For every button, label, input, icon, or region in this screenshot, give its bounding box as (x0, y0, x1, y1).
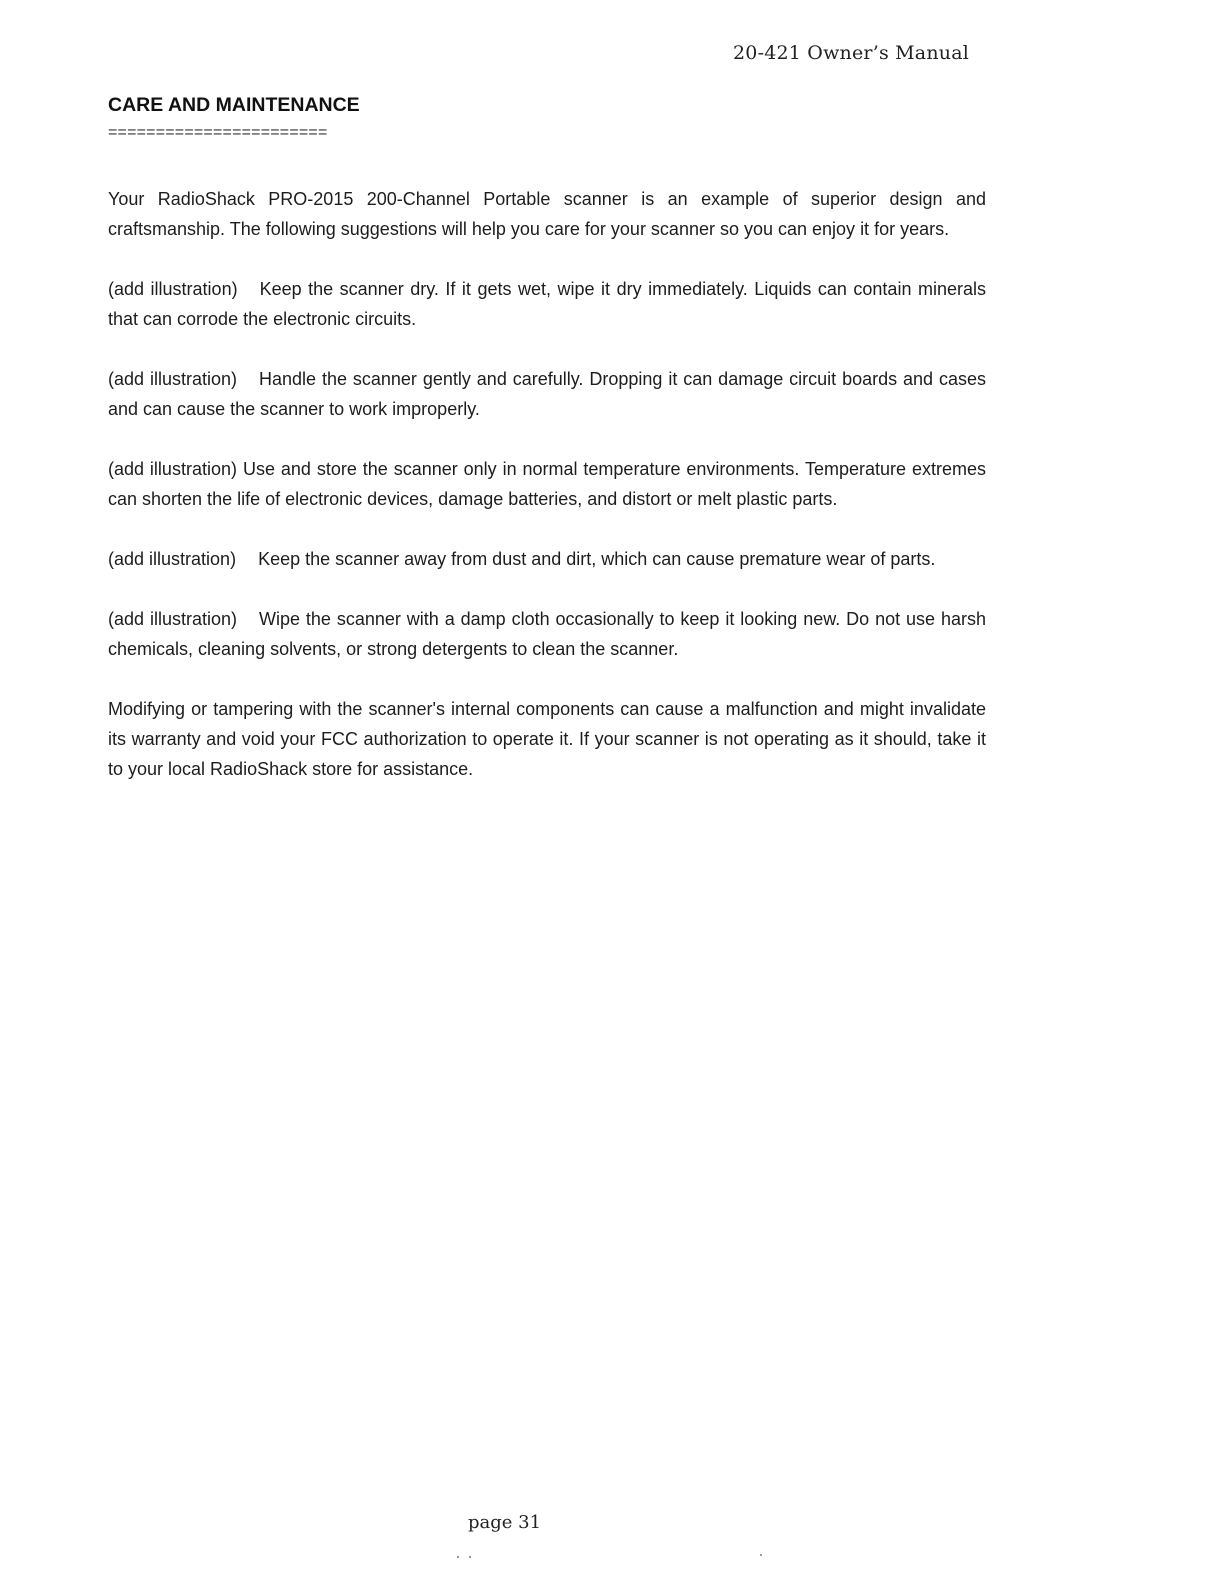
tip-keep-dry (108, 274, 986, 334)
illustration-placeholder: (add illustration) (108, 609, 237, 629)
paragraph-text: Keep the scanner dry. If it gets wet, wipe it dry immediately. Liquids can contain minerals that can corrode the electronic circuits. (108, 279, 986, 329)
tip-handle-gently (108, 364, 986, 424)
paragraph-text: Your RadioShack PRO-2015 200-Channel Portable scanner is an example of superior design and craftsmanship. The following suggestions will help you care for your scanner so you can enjoy it for years. (108, 189, 986, 239)
paragraph-text: Modifying or tampering with the scanner's internal components can cause a malfunction and might invalidate its warranty and void your FCC authorization to operate it. If your scanner is not operating as it should, take it to your local RadioShack store for assistance. (108, 699, 986, 779)
tip-dust-dirt (108, 544, 986, 574)
paragraph-text: Wipe the scanner with a damp cloth occasionally to keep it looking new. Do not use harsh chemicals, cleaning solvents, or strong detergents to clean the scanner. (108, 609, 986, 659)
illustration-placeholder: (add illustration) (108, 369, 237, 389)
scan-speck (760, 1554, 762, 1556)
section-title-underline: ======================= (108, 124, 328, 141)
illustration-placeholder: (add illustration) (108, 459, 237, 479)
paragraph-text: Handle the scanner gently and carefully. Dropping it can damage circuit boards and cases and can cause the scanner to work improperly. (108, 369, 987, 419)
illustration-placeholder: (add illustration) (108, 549, 237, 569)
tip-cleaning (108, 604, 986, 664)
illustration-placeholder: (add illustration) (108, 279, 238, 299)
paragraph-text: Keep the scanner away from dust and dirt, which can cause premature wear of parts. (258, 549, 936, 569)
warranty-paragraph (108, 694, 986, 784)
scan-specks (455, 1554, 775, 1560)
manual-header: 20-421 Owner’s Manual (733, 42, 969, 64)
section-body (108, 184, 986, 814)
scan-speck (457, 1556, 459, 1558)
page-number: page 31 (468, 1512, 542, 1533)
scan-speck (469, 1556, 471, 1558)
tip-temperature (108, 454, 986, 514)
section-title: CARE AND MAINTENANCE (108, 94, 360, 116)
paragraph-text: Use and store the scanner only in normal temperature environments. Temperature extremes can shorten the life of electronic devices, damage batteries, and distort or melt plastic parts. (108, 459, 986, 509)
intro-paragraph (108, 184, 986, 244)
